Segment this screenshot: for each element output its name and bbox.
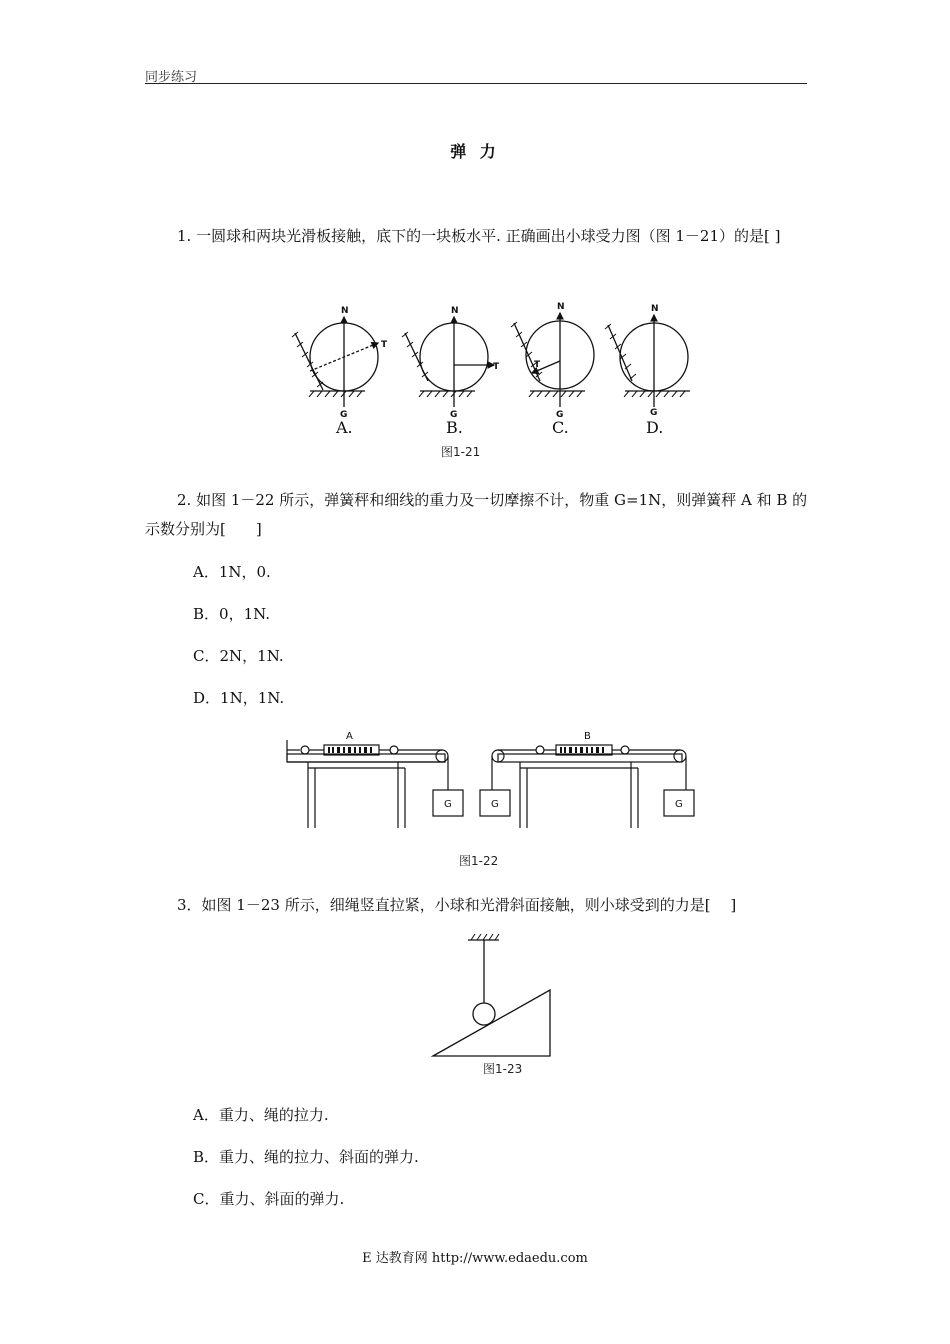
page-title: 弹 力 — [450, 142, 500, 161]
question-2-option-a: A．1N，0. — [193, 563, 271, 581]
weight-b-left-label: G — [491, 799, 499, 810]
panel-c-label: C. — [552, 418, 569, 437]
figure-1-22-caption: 图1-22 — [459, 854, 499, 868]
panel-c-force-n: N — [557, 302, 565, 312]
panel-b — [402, 317, 494, 407]
page-header: 同步练习 — [145, 70, 198, 85]
panel-a — [292, 317, 378, 407]
panel-c — [511, 313, 594, 407]
scale-b-label: B — [584, 731, 591, 742]
panel-c-force-t: T — [534, 360, 541, 370]
scale-a-label: A — [346, 731, 353, 742]
panel-a-force-n: N — [341, 306, 349, 316]
panel-a-label: A. — [336, 418, 353, 437]
figure-1-23-caption: 图1-23 — [483, 1062, 523, 1076]
panel-b-label: B. — [446, 418, 463, 437]
figure-1-21-caption: 图1-21 — [441, 445, 481, 459]
panel-b-force-t: T — [493, 362, 500, 372]
panel-d-force-n: N — [651, 304, 659, 314]
question-3-option-b: B．重力、绳的拉力、斜面的弹力. — [193, 1148, 419, 1166]
question-3-text: 3．如图 1－23 所示，细绳竖直拉紧，小球和光滑斜面接触，则小球受到的力是[ ] — [177, 896, 737, 914]
panel-d — [605, 315, 690, 407]
figure-1-22 — [280, 728, 700, 833]
weight-b-right-label: G — [675, 799, 683, 810]
figure-1-23 — [425, 930, 560, 1060]
weight-a-label: G — [444, 799, 452, 810]
ball — [473, 1003, 495, 1025]
question-2-text: 2. 如图 1－22 所示，弹簧秤和细线的重力及一切摩擦不计，物重 G=1N，则弹簧秤 A 和 B 的示数分别为[ ] — [145, 491, 808, 538]
panel-b-force-n: N — [451, 306, 459, 316]
panel-b-force-g: G — [450, 410, 458, 420]
question-2-option-d: D．1N，1N. — [193, 689, 285, 707]
page-footer: E 达教育网 http://www.edaedu.com — [362, 1251, 588, 1266]
question-2-option-b: B．0，1N. — [193, 605, 271, 623]
panel-d-force-g: G — [650, 408, 658, 418]
incline — [433, 990, 550, 1056]
panel-c-force-g: G — [556, 410, 564, 420]
panel-d-label: D. — [646, 418, 664, 437]
question-3-option-a: A．重力、绳的拉力. — [193, 1106, 329, 1124]
panel-a-force-g: G — [340, 410, 348, 420]
panel-a-force-t: T — [381, 340, 388, 350]
header-divider — [145, 83, 807, 84]
question-3-option-c: C．重力、斜面的弹力. — [193, 1190, 345, 1208]
question-1-text: 1. 一圆球和两块光滑板接触，底下的一块板水平. 正确画出小球受力图（图 1－21）的是[ ] — [177, 227, 781, 245]
question-2-option-c: C．2N，1N. — [193, 647, 284, 665]
figure-1-21 — [280, 295, 700, 430]
